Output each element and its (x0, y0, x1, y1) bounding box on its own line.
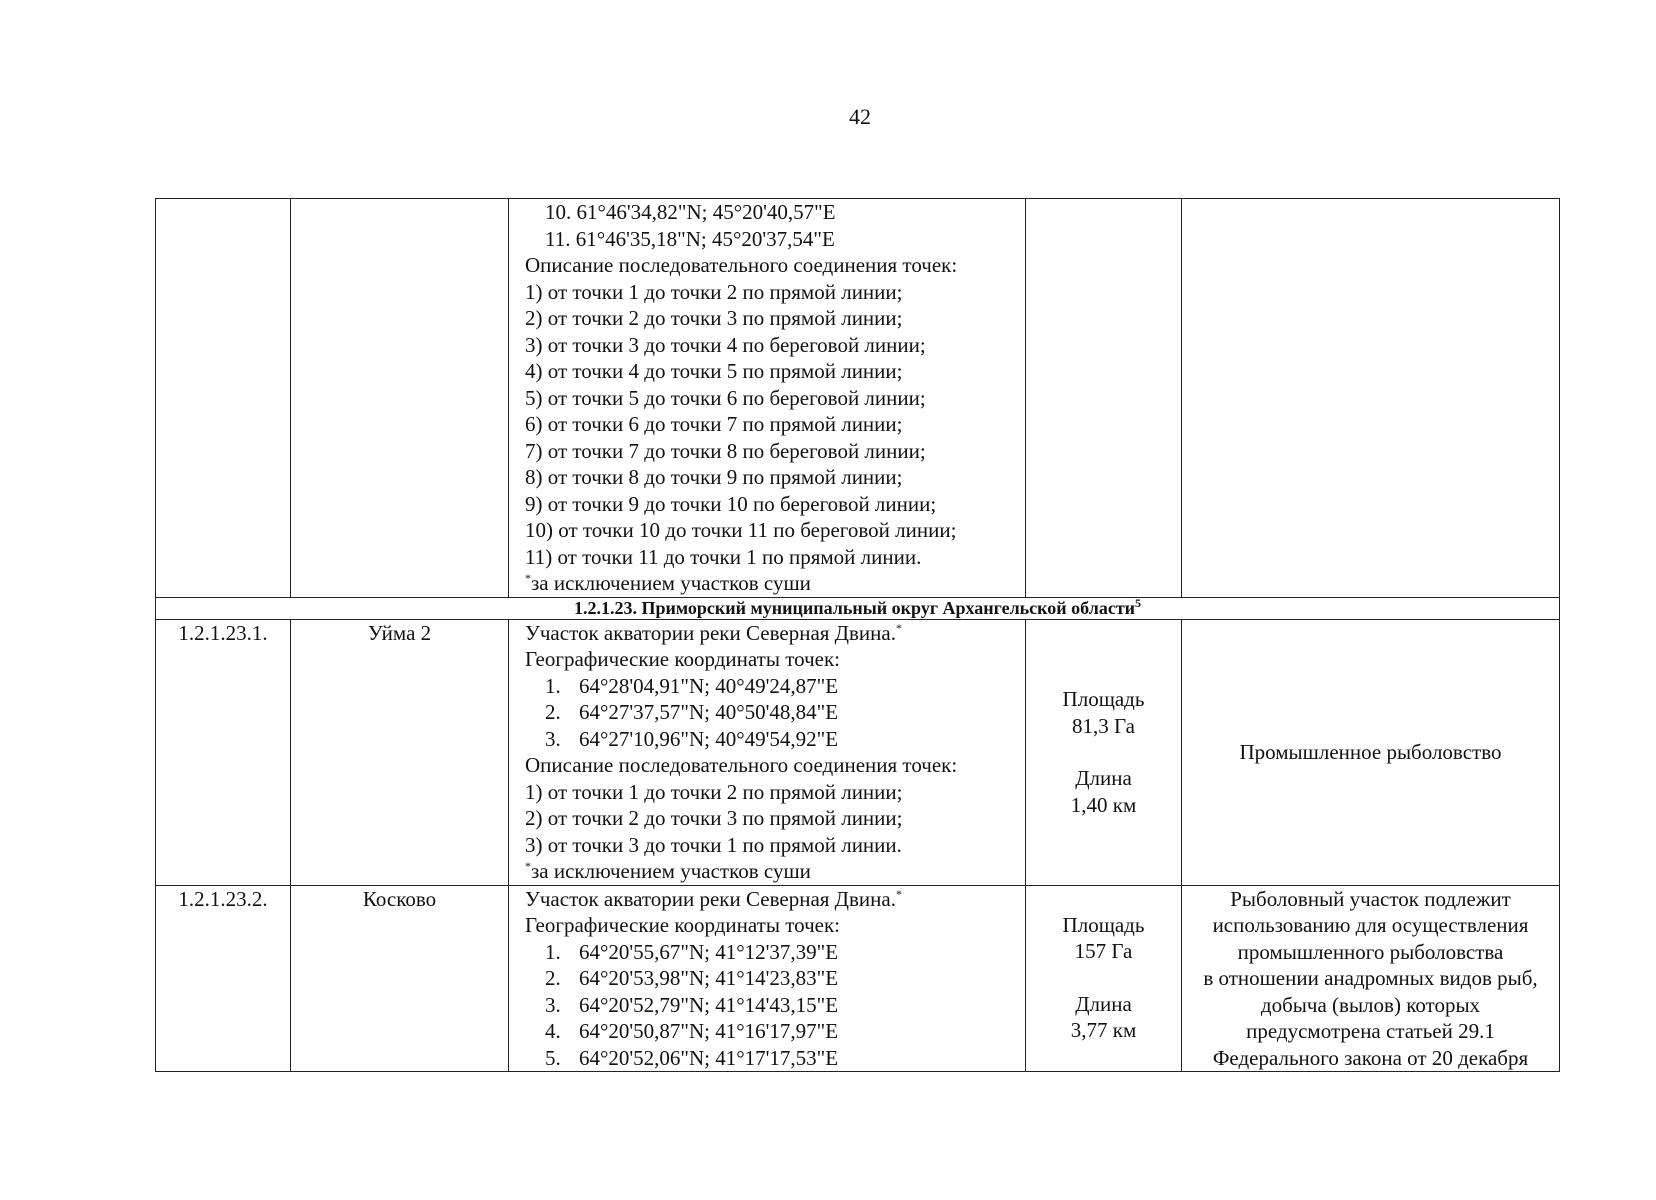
continuation-row (156, 199, 1560, 598)
area-name: Косково (291, 885, 509, 1072)
connection-line: 10) от точки 10 до точки 11 по береговой линии; (525, 518, 957, 542)
table-row (156, 885, 1560, 1072)
table-row (156, 619, 1560, 885)
connection-line: 1) от точки 1 до точки 2 по прямой линии; (525, 779, 903, 804)
connection-line: 11) от точки 11 до точки 1 по прямой линии. (525, 544, 922, 569)
area-label: Площадь (1062, 912, 1145, 937)
connection-line: 7) от точки 7 до точки 8 по береговой линии; (525, 438, 926, 463)
purpose-cell (1182, 885, 1560, 1072)
section-title: 1.2.1.23. Приморский муниципальный округ Архангельской области (573, 597, 1136, 618)
coordinate-line: 2. 64°20'53,98"N; 41°14'23,83"E (545, 966, 839, 990)
connection-line: 4) от точки 4 до точки 5 по прямой линии; (525, 359, 903, 383)
area-name: Уйма 2 (291, 619, 509, 885)
footnote-mark: 5 (1135, 595, 1142, 610)
land-exclusion-note (525, 858, 1021, 885)
purpose-cell (1182, 199, 1560, 598)
length-value: 3,77 км (1070, 1018, 1137, 1042)
section-heading (156, 597, 1560, 619)
description-cell (509, 619, 1026, 885)
coordinate-line: 2. 64°27'37,57"N; 40°50'48,84"E (545, 700, 839, 724)
description-title: Описание последовательного соединения точек: (525, 253, 958, 277)
description-cell (509, 885, 1026, 1072)
coordinate-line: 11. 61°46'35,18"N; 45°20'37,54"E (545, 226, 835, 251)
measure-cell (1026, 885, 1182, 1072)
land-exclusion-note (525, 570, 1021, 597)
area-label: Площадь (1062, 687, 1145, 711)
coordinate-line: 1. 64°28'04,91"N; 40°49'24,87"E (545, 673, 839, 698)
note-text: за исключением участков суши (531, 859, 811, 883)
connection-line: 2) от точки 2 до точки 3 по прямой линии; (525, 806, 903, 830)
length-value: 1,40 км (1070, 792, 1137, 817)
purpose-line: Федерального закона от 20 декабря (1212, 1045, 1529, 1070)
measure-cell (1026, 199, 1182, 598)
purpose-line: использованию для осуществления (1212, 913, 1529, 937)
connection-line: 8) от точки 8 до точки 9 по прямой линии; (525, 465, 903, 489)
connection-line: 2) от точки 2 до точки 3 по прямой линии; (525, 306, 903, 330)
area-title: Участок акватории реки Северная Двина.* (525, 886, 902, 911)
purpose-line: добыча (вылов) которых (1260, 992, 1481, 1017)
purpose-line: в отношении анадромных видов рыб, (1203, 966, 1538, 990)
description-cell (509, 199, 1026, 598)
purpose-line: предусмотрена статьей 29.1 (1246, 1019, 1495, 1043)
connection-line: 3) от точки 3 до точки 4 по береговой линии; (525, 332, 926, 357)
length-label: Длина (1075, 766, 1132, 790)
area-title: Участок акватории реки Северная Двина.* (525, 620, 902, 645)
note-text: за исключением участков суши (531, 571, 811, 595)
connection-line: 9) от точки 9 до точки 10 по береговой линии; (525, 491, 937, 516)
asterisk-mark: * (895, 886, 902, 901)
connection-line: 6) от точки 6 до точки 7 по прямой линии; (525, 412, 903, 436)
asterisk-mark: * (895, 620, 902, 635)
row-number: 1.2.1.23.2. (156, 885, 291, 1072)
length-label: Длина (1075, 991, 1132, 1016)
coords-title: Географические координаты точек: (525, 647, 840, 671)
name-cell (291, 199, 509, 598)
section-heading-row (156, 597, 1560, 619)
coordinate-line: 10. 61°46'34,82"N; 45°20'40,57"E (545, 200, 836, 224)
fishing-areas-table (155, 198, 1560, 1072)
coordinate-line: 3. 64°20'52,79"N; 41°14'43,15"E (545, 992, 839, 1017)
purpose-line: промышленного рыболовства (1237, 939, 1504, 964)
coordinate-line: 1. 64°20'55,67"N; 41°12'37,39"E (545, 939, 839, 964)
purpose-cell: Промышленное рыболовство (1182, 619, 1560, 885)
connection-line: 3) от точки 3 до точки 1 по прямой линии. (525, 832, 902, 857)
connection-line: 1) от точки 1 до точки 2 по прямой линии; (525, 279, 903, 304)
asterisk-mark: * (525, 571, 531, 585)
number-cell (156, 199, 291, 598)
area-value: 157 Га (1074, 939, 1133, 963)
coordinate-line: 5. 64°20'52,06"N; 41°17'17,53"E (545, 1045, 839, 1070)
area-value: 81,3 Га (1072, 713, 1135, 738)
row-number: 1.2.1.23.1. (156, 619, 291, 885)
asterisk-mark: * (525, 859, 531, 873)
coords-title: Географические координаты точек: (525, 913, 840, 937)
description-title: Описание последовательного соединения точек: (525, 753, 958, 777)
page-number: 42 (849, 104, 871, 129)
measure-cell (1026, 619, 1182, 885)
connection-line: 5) от точки 5 до точки 6 по береговой линии; (525, 385, 926, 410)
coordinate-line: 3. 64°27'10,96"N; 40°49'54,92"E (545, 726, 839, 751)
purpose-line: Рыболовный участок подлежит (1230, 886, 1511, 911)
coordinate-line: 4. 64°20'50,87"N; 41°16'17,97"E (545, 1019, 839, 1043)
